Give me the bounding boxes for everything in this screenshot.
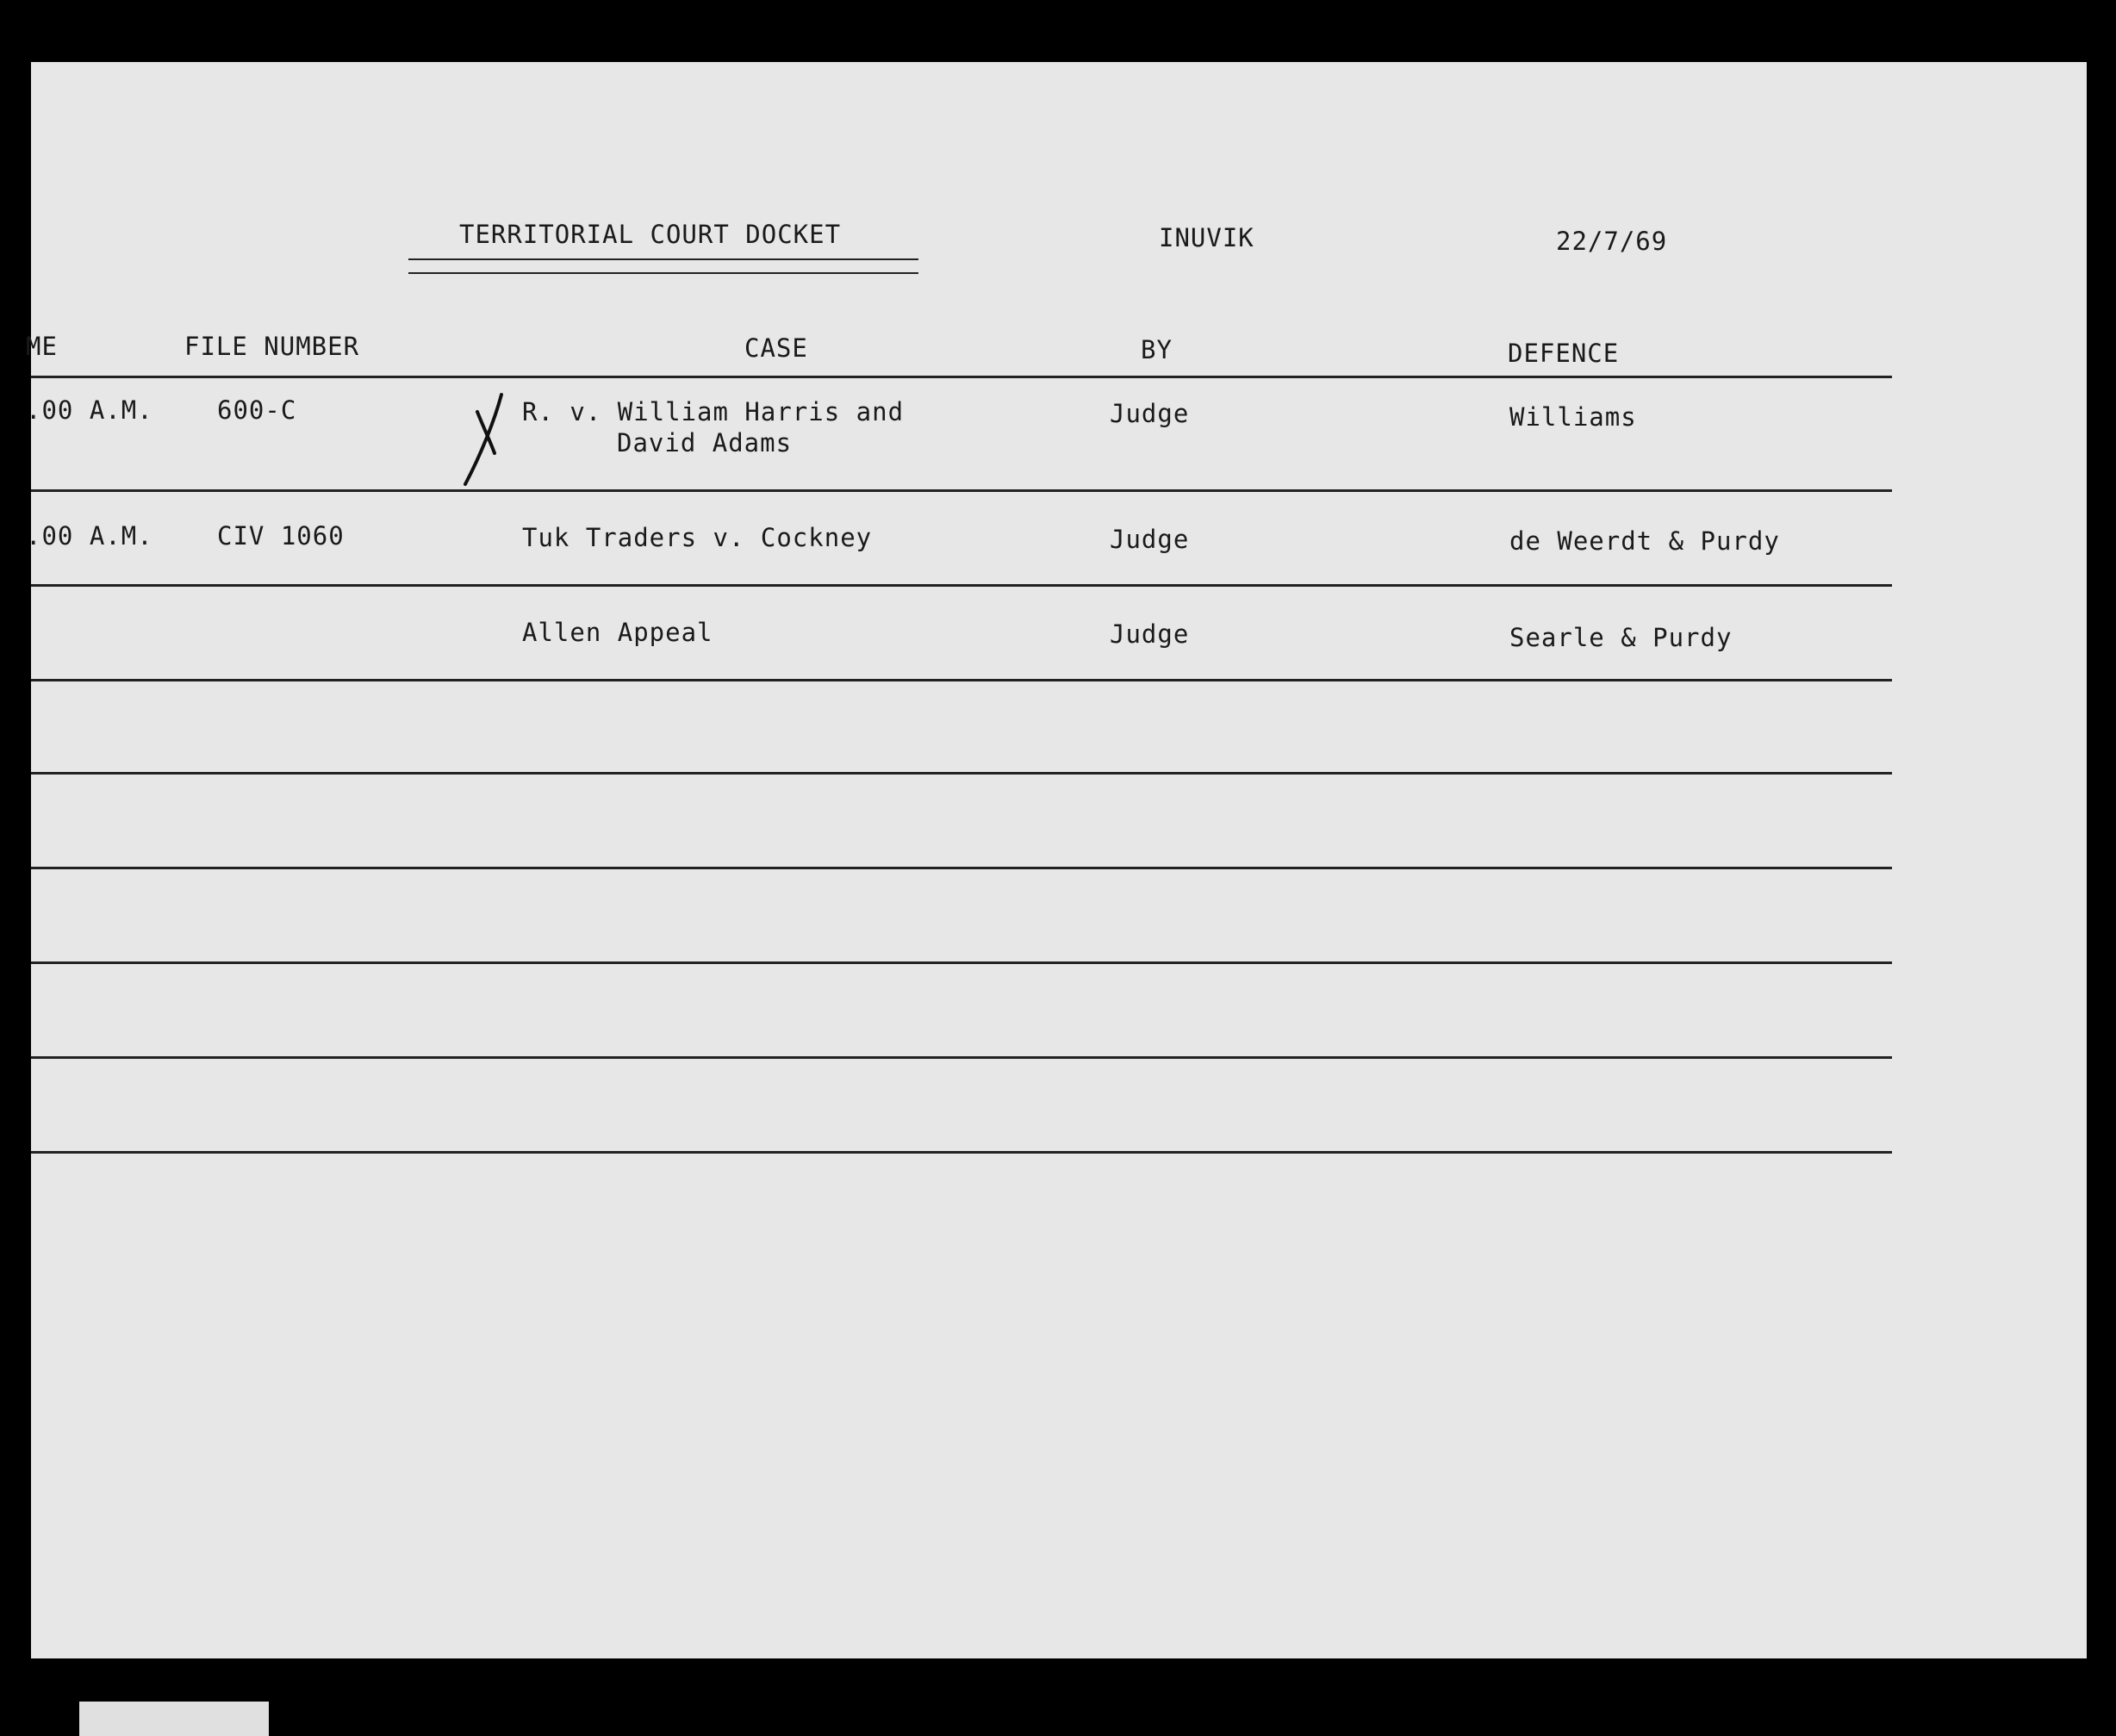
column-header-defence: DEFENCE [1508,339,1620,368]
row-case-line1: Allen Appeal [522,618,713,647]
docket-title: TERRITORIAL COURT DOCKET [459,220,842,249]
row-time: .00 A.M. [26,395,153,425]
row-file-number: 600-C [217,395,297,425]
row-file-number: CIV 1060 [217,521,345,551]
row-by: Judge [1110,399,1190,428]
column-header-file-number: FILE NUMBER [184,332,360,361]
row-defence: de Weerdt & Purdy [1509,526,1780,556]
row-rule-2 [31,584,1892,587]
row-time: .00 A.M. [26,521,153,551]
row-rule-6 [31,961,1892,964]
title-underline-1 [408,258,918,260]
row-case-line1: R. v. William Harris and [522,397,905,426]
row-by: Judge [1110,619,1190,649]
row-defence: Williams [1509,402,1637,432]
row-defence: Searle & Purdy [1509,623,1733,652]
handwritten-x-mark [460,386,512,489]
title-underline-2 [408,272,918,274]
row-rule-1 [31,489,1892,492]
docket-sheet [26,62,2087,1658]
row-case-line1: Tuk Traders v. Cockney [522,523,873,552]
row-case-line2: David Adams [617,428,793,457]
header-rule [31,376,1892,378]
docket-location: INUVIK [1159,223,1254,252]
column-header-time: ME [26,332,58,361]
row-by: Judge [1110,525,1190,554]
row-rule-5 [31,867,1892,869]
row-rule-4 [31,772,1892,775]
row-rule-3 [31,679,1892,681]
paper-corner-tab [79,1702,269,1736]
column-header-case: CASE [744,333,808,363]
docket-date: 22/7/69 [1556,227,1668,256]
row-rule-7 [31,1056,1892,1059]
row-rule-8 [31,1151,1892,1154]
column-header-by: BY [1141,335,1173,364]
